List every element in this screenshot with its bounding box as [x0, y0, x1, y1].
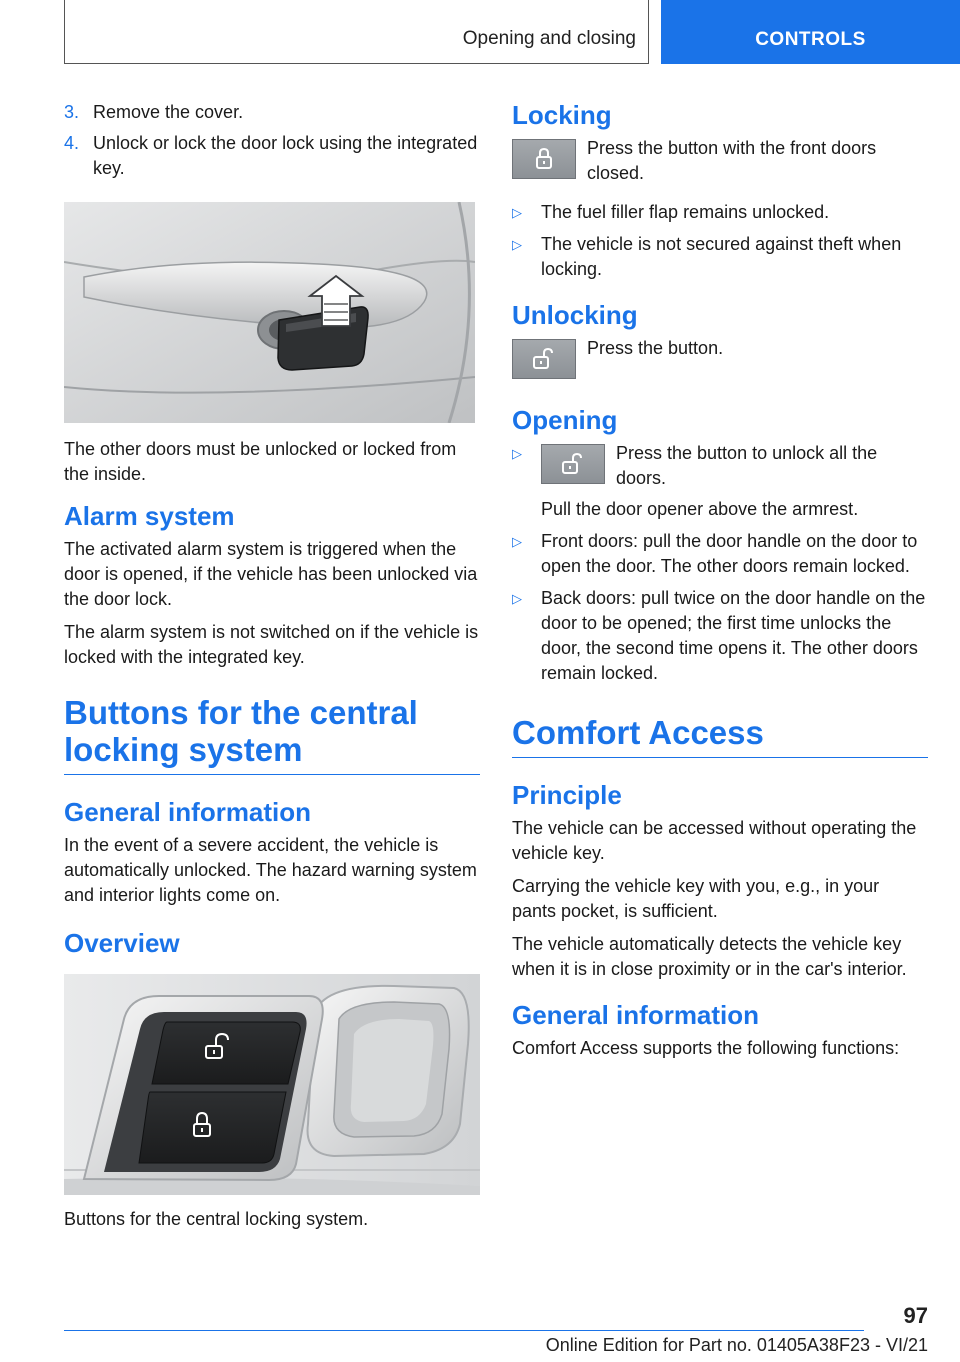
- right-column: [512, 100, 928, 1069]
- unlock-button-image: [512, 339, 576, 379]
- lock-icon: [532, 147, 556, 171]
- general-information-heading: General information: [64, 797, 312, 827]
- lock-button-image: [512, 139, 576, 179]
- header-chapter-tab: [661, 0, 960, 64]
- bullet-icon: ▷: [512, 591, 522, 606]
- header-section-box: [64, 0, 649, 64]
- opening-bullets: [512, 441, 928, 686]
- comfort-general-information-text: Comfort Access supports the following functions:: [512, 1038, 900, 1058]
- locking-button-row: [512, 136, 928, 186]
- locking-heading: Locking: [512, 100, 612, 130]
- bullet-text: The fuel filler flap remains unlocked.: [541, 202, 830, 222]
- principle-paragraph-1: The vehicle can be accessed without operating the vehicle key.: [512, 818, 917, 863]
- bullet-item: [512, 200, 928, 225]
- bullet-text: Back doors: pull twice on the door handle on the door to be opened; the first time unlocks the door, the second time opens it. The other doors remain locked.: [541, 588, 926, 683]
- step-list: [64, 100, 480, 181]
- header-section-title: Opening and closing: [462, 28, 636, 49]
- footer-divider: [64, 1330, 864, 1331]
- overview-caption: Buttons for the central locking system.: [64, 1209, 369, 1229]
- step-number: 3.: [64, 102, 80, 122]
- unlock-button-image: [541, 444, 605, 484]
- general-information-text: In the event of a severe accident, the vehicle is automatically unlocked. The hazard warning system and interior lights come on.: [64, 835, 477, 905]
- comfort-access-heading: Comfort Access: [512, 714, 928, 758]
- header-chapter-title: CONTROLS: [755, 29, 866, 50]
- opening-button-text: Press the button to unlock all the doors.: [616, 443, 878, 488]
- unlock-icon: [560, 452, 586, 476]
- locking-bullets: [512, 200, 928, 282]
- principle-paragraph-2: Carrying the vehicle key with you, e.g., in your pants pocket, is sufficient.: [512, 876, 880, 921]
- step-text: Unlock or lock the door lock using the integrated key.: [93, 133, 478, 178]
- central-locking-heading: Buttons for the central locking system: [64, 694, 480, 775]
- step-text: Remove the cover.: [93, 102, 244, 122]
- overview-heading: Overview: [64, 928, 180, 958]
- alarm-paragraph-1: The activated alarm system is triggered when the door is opened, if the vehicle has been unlocked via the door lock.: [64, 539, 478, 609]
- step-number: 4.: [64, 133, 80, 153]
- opening-follow-text: Pull the door opener above the armrest.: [541, 499, 859, 519]
- bullet-icon: ▷: [512, 237, 522, 252]
- central-locking-buttons-photo: [64, 974, 480, 1195]
- principle-heading: Principle: [512, 780, 622, 810]
- alarm-system-heading: Alarm system: [64, 501, 235, 531]
- alarm-paragraph-2: The alarm system is not switched on if the vehicle is locked with the integrated key.: [64, 622, 479, 667]
- bullet-item: [512, 441, 928, 522]
- bullet-icon: ▷: [512, 534, 522, 549]
- bullet-icon: ▷: [512, 205, 522, 220]
- step-item: [64, 100, 480, 125]
- principle-paragraph-3: The vehicle automatically detects the vehicle key when it is in close proximity or in the car's interior.: [512, 934, 907, 979]
- comfort-general-information-heading: General information: [512, 1000, 760, 1030]
- opening-button-row: [541, 441, 928, 491]
- bullet-item: [512, 586, 928, 686]
- unlock-icon: [531, 347, 557, 371]
- central-locking-buttons-illustration: [64, 974, 480, 1195]
- unlocking-heading: Unlocking: [512, 300, 638, 330]
- page-number: 97: [903, 1303, 928, 1328]
- bullet-item: [512, 232, 928, 282]
- unlocking-button-row: [512, 336, 928, 379]
- footer-edition: Online Edition for Part no. 01405A38F23 - VI/21: [545, 1335, 928, 1355]
- bullet-icon: ▷: [512, 446, 522, 461]
- bullet-text: The vehicle is not secured against theft when locking.: [541, 234, 902, 279]
- door-lock-key-photo: [64, 202, 475, 423]
- opening-heading: Opening: [512, 405, 618, 435]
- door-lock-key-illustration: [64, 202, 475, 423]
- after-photo-text: The other doors must be unlocked or locked from the inside.: [64, 439, 457, 484]
- left-column: [64, 100, 480, 1240]
- locking-button-text: Press the button with the front doors closed.: [587, 138, 877, 183]
- bullet-item: [512, 529, 928, 579]
- step-item: [64, 131, 480, 181]
- unlocking-button-text: Press the button.: [587, 338, 724, 358]
- bullet-text: Front doors: pull the door handle on the door to open the door. The other doors remain locked.: [541, 531, 918, 576]
